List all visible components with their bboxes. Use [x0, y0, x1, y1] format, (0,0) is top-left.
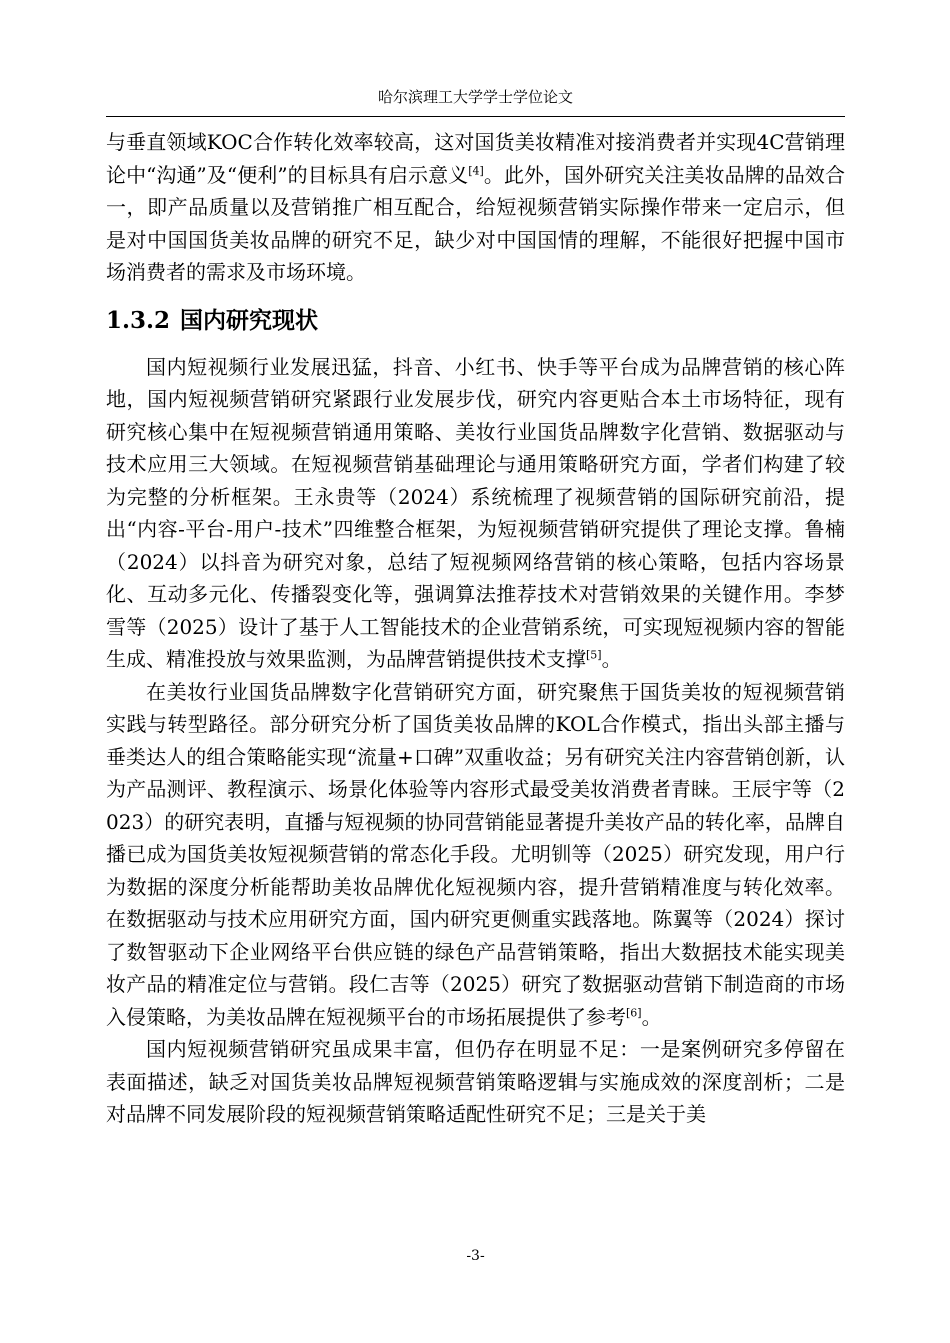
paragraph-text: 与垂直领域KOC合作转化效率较高，这对国货美妆精准对接消费者并实现4C营销理论中“沟通”及“便利”的目标具有启示意义 — [106, 130, 845, 187]
header-divider — [106, 116, 845, 117]
paragraph-domestic-overview — [106, 351, 845, 676]
citation-ref: [5] — [586, 648, 602, 662]
section-title: 国内研究现状 — [180, 307, 319, 334]
paragraph-text-tail: 。此外，国外研究关注美妆品牌的品效合一，即产品质量以及营销推广相互配合，给短视频营销实际操作带来一定启示，但是对中国国货美妆品牌的研究不足，缺少对中国国情的理解，不能很好把握中国市场消费者的需求及市场环境。 — [106, 162, 845, 284]
paragraph-text: 在美妆行业国货品牌数字化营销研究方面，研究聚焦于国货美妆的短视频营销实践与转型路径。部分研究分析了国货美妆品牌的KOL合作模式，指出头部主播与垂类达人的组合策略能实现“流量+口碑”双重收益；另有研究关注内容营销创新，认为产品测评、教程演示、场景化体验等内容形式最受美妆消费者青睐。王辰宇等（2023）的研究表明，直播与短视频的协同营销能显著提升美妆产品的转化率，品牌自播已成为国货美妆短视频营销的常态化手段。尤明钏等（2025）研究发现，用户行为数据的深度分析能帮助美妆品牌优化短视频内容，提升营销精准度与转化效率。在数据驱动与技术应用研究方面，国内研究更侧重实践落地。陈翼等（2024）探讨了数智驱动下企业网络平台供应链的绿色产品营销策略，指出大数据技术能实现美妆产品的精准定位与营销。段仁吉等（2025）研究了数据驱动营销下制造商的市场入侵策略，为美妆品牌在短视频平台的市场拓展提供了参考 — [106, 679, 845, 1029]
paragraph-text-tail: 。 — [641, 1004, 662, 1029]
paragraph-text: 国内短视频营销研究虽成果丰富，但仍存在明显不足：一是案例研究多停留在表面描述，缺乏对国货美妆品牌短视频营销策略逻辑与实施成效的深度剖析；二是对品牌不同发展阶段的短视频营销策略适配性研究不足；三是关于美 — [106, 1037, 845, 1126]
paragraph-beauty-digital-marketing — [106, 676, 845, 1034]
citation-ref: [4] — [468, 163, 484, 177]
running-header: 哈尔滨理工大学学士学位论文 — [377, 88, 573, 106]
paragraph-research-gaps — [106, 1033, 845, 1131]
citation-ref: [6] — [626, 1005, 642, 1019]
page-number: -3- — [466, 1248, 485, 1264]
section-heading — [106, 303, 845, 339]
paragraph-text-tail: 。 — [601, 647, 622, 671]
paragraph-foreign-research-conclusion — [106, 126, 845, 289]
section-number: 1.3.2 — [106, 306, 171, 334]
page-body — [106, 126, 845, 1131]
paragraph-text: 国内短视频行业发展迅猛，抖音、小红书、快手等平台成为品牌营销的核心阵地，国内短视频营销研究紧跟行业发展步伐，研究内容更贴合本土市场特征，现有研究核心集中在短视频营销通用策略、美妆行业国货品牌数字化营销、数据驱动与技术应用三大领域。在短视频营销基础理论与通用策略研究方面，学者们构建了较为完整的分析框架。王永贵等（2024）系统梳理了视频营销的国际研究前沿，提出“内容-平台-用户-技术”四维整合框架，为短视频营销研究提供了理论支撑。鲁楠（2024）以抖音为研究对象，总结了短视频网络营销的核心策略，包括内容场景化、互动多元化、传播裂变化等，强调算法推荐技术对营销效果的关键作用。李梦雪等（2025）设计了基于人工智能技术的企业营销系统，可实现短视频内容的智能生成、精准投放与效果监测，为品牌营销提供技术支撑 — [106, 354, 845, 671]
